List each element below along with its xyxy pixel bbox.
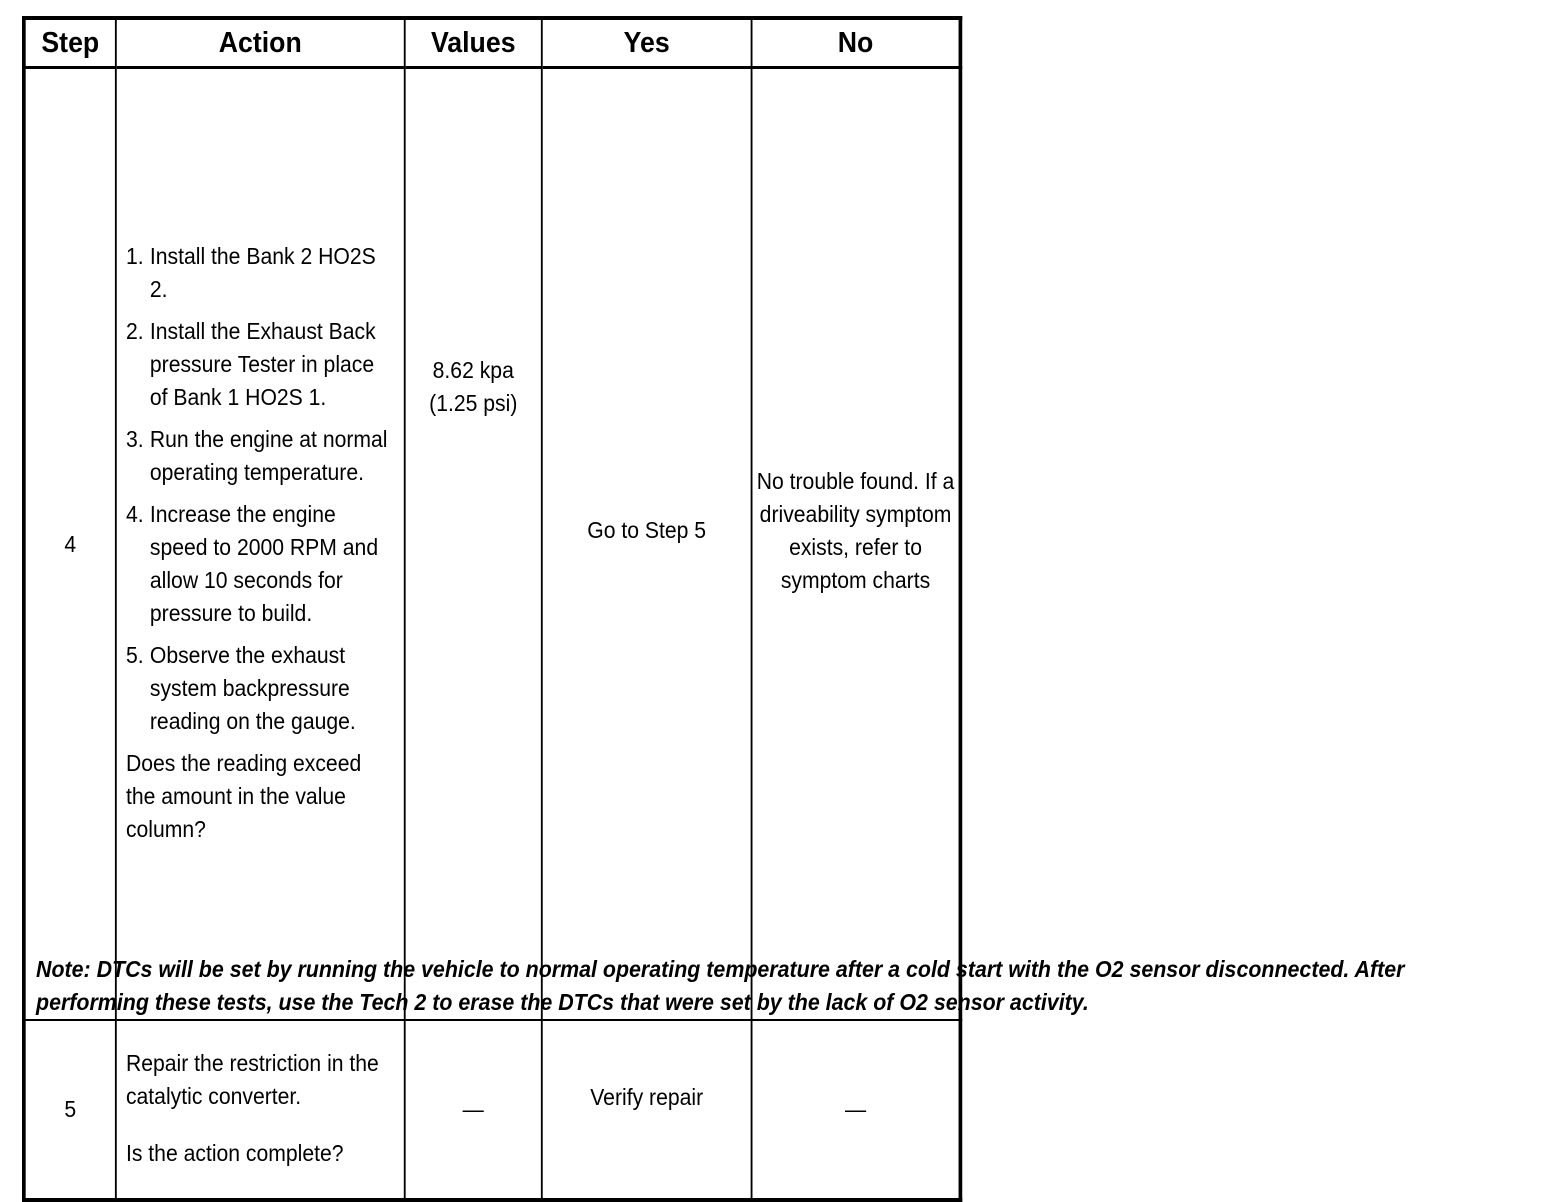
action-item [126,639,395,738]
no-cell [752,1020,961,1200]
footnote [36,953,1450,1019]
action-item-text: Install the Exhaust Back pressure Tester in place of Bank 1 HO2S 1. [149,318,376,410]
footnote-line-1: Note: DTCs will be set by running the vehicle to normal operating temperature after a cold start with the O2 sensor disconnected. After [36,956,1405,982]
action-item [126,423,395,489]
action-item-number: 2. [125,318,144,344]
value-psi: (1.25 psi) [429,390,518,416]
action-text: Repair the restriction in the catalytic converter. [125,1050,379,1109]
action-item-text: Observe the exhaust system backpressure reading on the gauge. [149,642,356,734]
action-item-number: 5. [125,642,144,668]
table-row-step-4 [24,68,961,1021]
action-item-number: 3. [125,426,144,452]
header-yes: Yes [542,18,752,68]
table-row-step-5 [24,1020,961,1200]
action-cell [116,68,405,1021]
yes-cell: Verify repair [542,1020,752,1200]
footnote-line-2: performing these tests, use the Tech 2 to erase the DTCs that were set by the lack of O2 sensor activity. [36,989,1089,1015]
values-cell [405,68,542,1021]
step-number: 4 [24,68,116,1021]
action-item [126,315,395,414]
header-step: Step [24,18,116,68]
values-dash: — [462,1096,484,1122]
action-question: Is the action complete? [125,1140,344,1166]
diagnostic-table [22,16,962,1202]
header-values: Values [405,18,542,68]
header-action: Action [116,18,405,68]
action-question: Does the reading exceed the amount in the value column? [125,750,362,842]
no-cell: No trouble found. If a driveability symptom exists, refer to symptom charts [752,68,961,1021]
action-item-text: Increase the engine speed to 2000 RPM and allow 10 seconds for pressure to build. [149,501,379,626]
action-item-number: 1. [125,243,144,269]
action-item-text: Install the Bank 2 HO2S 2. [149,243,376,302]
values-cell [405,1020,542,1200]
yes-cell: Go to Step 5 [542,68,752,1021]
table-header-row [24,18,961,68]
action-item-number: 4. [125,501,144,527]
action-list [126,240,395,738]
no-dash: — [844,1096,867,1122]
value-kpa: 8.62 kpa [432,357,514,383]
action-cell [116,1020,405,1200]
header-no: No [752,18,961,68]
action-item-text: Run the engine at normal operating temperature. [149,426,388,485]
action-item [126,498,395,630]
action-item [126,240,395,306]
step-number: 5 [24,1020,116,1200]
spacer [126,1113,395,1137]
